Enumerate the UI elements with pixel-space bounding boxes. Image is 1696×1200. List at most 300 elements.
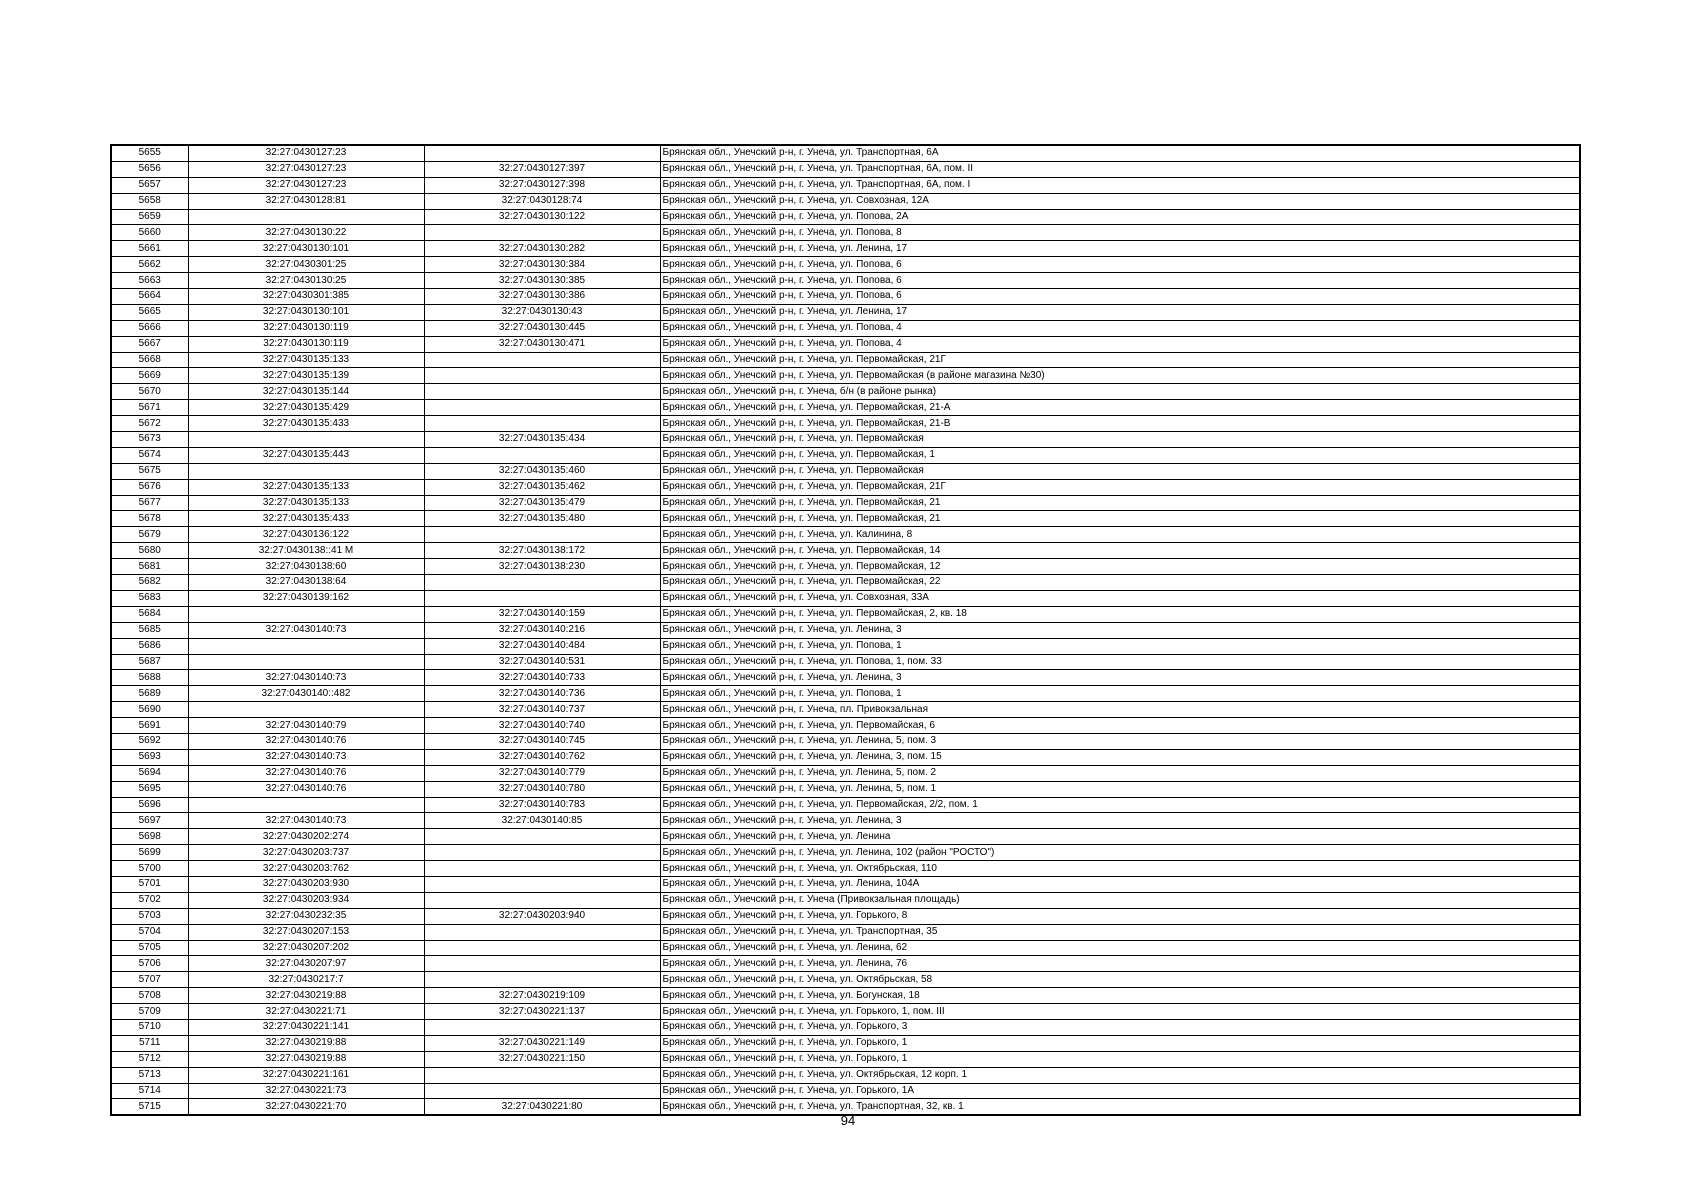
address-cell: Брянская обл., Унечский р-н, г. Унеча, ул. Первомайская, 21-В [660, 416, 1580, 432]
address-cell: Брянская обл., Унечский р-н, г. Унеча, ул. Совхозная, 33А [660, 590, 1580, 606]
parcel-cadastral-cell: 32:27:0430301:25 [188, 257, 424, 273]
parcel-cadastral-cell [188, 638, 424, 654]
registry-table [110, 144, 1581, 1116]
address-cell: Брянская обл., Унечский р-н, г. Унеча, ул. Первомайская, 14 [660, 543, 1580, 559]
parcel-cadastral-cell: 32:27:0430140:73 [188, 813, 424, 829]
object-cadastral-cell [424, 400, 660, 416]
parcel-cadastral-cell: 32:27:0430135:443 [188, 447, 424, 463]
table-row [111, 892, 1580, 908]
parcel-cadastral-cell: 32:27:0430207:97 [188, 956, 424, 972]
table-row [111, 845, 1580, 861]
row-number-cell: 5707 [111, 972, 188, 988]
object-cadastral-cell: 32:27:0430130:471 [424, 336, 660, 352]
parcel-cadastral-cell: 32:27:0430135:133 [188, 495, 424, 511]
table-row [111, 1083, 1580, 1099]
object-cadastral-cell: 32:27:0430140:736 [424, 686, 660, 702]
row-number-cell: 5686 [111, 638, 188, 654]
parcel-cadastral-cell: 32:27:0430127:23 [188, 161, 424, 177]
object-cadastral-cell: 32:27:0430140:484 [424, 638, 660, 654]
table-row [111, 733, 1580, 749]
row-number-cell: 5684 [111, 606, 188, 622]
object-cadastral-cell [424, 845, 660, 861]
object-cadastral-cell [424, 972, 660, 988]
object-cadastral-cell: 32:27:0430138:172 [424, 543, 660, 559]
row-number-cell: 5683 [111, 590, 188, 606]
parcel-cadastral-cell: 32:27:0430140:76 [188, 765, 424, 781]
table-row [111, 749, 1580, 765]
address-cell: Брянская обл., Унечский р-н, г. Унеча, ул. Ленина, 104А [660, 876, 1580, 892]
parcel-cadastral-cell: 32:27:0430135:133 [188, 352, 424, 368]
object-cadastral-cell [424, 924, 660, 940]
table-row [111, 606, 1580, 622]
object-cadastral-cell: 32:27:0430203:940 [424, 908, 660, 924]
table-row [111, 1004, 1580, 1020]
parcel-cadastral-cell: 32:27:0430130:25 [188, 273, 424, 289]
object-cadastral-cell [424, 352, 660, 368]
parcel-cadastral-cell: 32:27:0430207:202 [188, 940, 424, 956]
row-number-cell: 5694 [111, 765, 188, 781]
table-row [111, 829, 1580, 845]
address-cell: Брянская обл., Унечский р-н, г. Унеча, ул. Попова, 1 [660, 638, 1580, 654]
address-cell: Брянская обл., Унечский р-н, г. Унеча, ул. Ленина, 17 [660, 304, 1580, 320]
row-number-cell: 5693 [111, 749, 188, 765]
table-row [111, 638, 1580, 654]
object-cadastral-cell: 32:27:0430135:479 [424, 495, 660, 511]
table-row [111, 543, 1580, 559]
address-cell: Брянская обл., Унечский р-н, г. Унеча, ул. Горького, 3 [660, 1019, 1580, 1035]
parcel-cadastral-cell: 32:27:0430221:141 [188, 1019, 424, 1035]
address-cell: Брянская обл., Унечский р-н, г. Унеча, ул. Первомайская, 6 [660, 718, 1580, 734]
address-cell: Брянская обл., Унечский р-н, г. Унеча, ул. Ленина, 5, пом. 3 [660, 733, 1580, 749]
object-cadastral-cell [424, 892, 660, 908]
parcel-cadastral-cell: 32:27:0430221:161 [188, 1067, 424, 1083]
address-cell: Брянская обл., Унечский р-н, г. Унеча, ул. Попова, 6 [660, 257, 1580, 273]
object-cadastral-cell: 32:27:0430221:149 [424, 1035, 660, 1051]
row-number-cell: 5665 [111, 304, 188, 320]
row-number-cell: 5688 [111, 670, 188, 686]
address-cell: Брянская обл., Унечский р-н, г. Унеча, ул. Калинина, 8 [660, 527, 1580, 543]
parcel-cadastral-cell: 32:27:0430140:76 [188, 781, 424, 797]
parcel-cadastral-cell: 32:27:0430301:385 [188, 289, 424, 305]
row-number-cell: 5699 [111, 845, 188, 861]
address-cell: Брянская обл., Унечский р-н, г. Унеча, ул. Совхозная, 12А [660, 193, 1580, 209]
parcel-cadastral-cell: 32:27:0430219:88 [188, 1051, 424, 1067]
row-number-cell: 5689 [111, 686, 188, 702]
parcel-cadastral-cell: 32:27:0430130:119 [188, 320, 424, 336]
table-row [111, 193, 1580, 209]
object-cadastral-cell: 32:27:0430130:282 [424, 241, 660, 257]
address-cell: Брянская обл., Унечский р-н, г. Унеча, ул. Горького, 8 [660, 908, 1580, 924]
object-cadastral-cell: 32:27:0430140:780 [424, 781, 660, 797]
address-cell: Брянская обл., Унечский р-н, г. Унеча, ул. Ленина, 3 [660, 622, 1580, 638]
address-cell: Брянская обл., Унечский р-н, г. Унеча, ул. Первомайская, 2, кв. 18 [660, 606, 1580, 622]
table-row [111, 400, 1580, 416]
object-cadastral-cell [424, 590, 660, 606]
table-row [111, 1067, 1580, 1083]
row-number-cell: 5714 [111, 1083, 188, 1099]
address-cell: Брянская обл., Унечский р-н, г. Унеча, ул. Октябрьская, 12 корп. 1 [660, 1067, 1580, 1083]
table-row [111, 289, 1580, 305]
object-cadastral-cell: 32:27:0430130:445 [424, 320, 660, 336]
address-cell: Брянская обл., Унечский р-н, г. Унеча, ул. Попова, 6 [660, 289, 1580, 305]
address-cell: Брянская обл., Унечский р-н, г. Унеча, ул. Ленина, 3 [660, 813, 1580, 829]
table-row [111, 145, 1580, 161]
parcel-cadastral-cell: 32:27:0430140:79 [188, 718, 424, 734]
table-row [111, 416, 1580, 432]
table-row [111, 209, 1580, 225]
address-cell: Брянская обл., Унечский р-н, г. Унеча, ул. Первомайская, 21-А [660, 400, 1580, 416]
row-number-cell: 5697 [111, 813, 188, 829]
object-cadastral-cell: 32:27:0430140:779 [424, 765, 660, 781]
parcel-cadastral-cell: 32:27:0430202:274 [188, 829, 424, 845]
table-row [111, 686, 1580, 702]
row-number-cell: 5658 [111, 193, 188, 209]
address-cell: Брянская обл., Унечский р-н, г. Унеча, ул. Ленина, 3 [660, 670, 1580, 686]
object-cadastral-cell: 32:27:0430140:531 [424, 654, 660, 670]
parcel-cadastral-cell [188, 432, 424, 448]
parcel-cadastral-cell: 32:27:0430221:70 [188, 1099, 424, 1115]
parcel-cadastral-cell [188, 702, 424, 718]
table-row [111, 575, 1580, 591]
object-cadastral-cell: 32:27:0430135:434 [424, 432, 660, 448]
row-number-cell: 5705 [111, 940, 188, 956]
table-row [111, 702, 1580, 718]
row-number-cell: 5702 [111, 892, 188, 908]
object-cadastral-cell: 32:27:0430140:737 [424, 702, 660, 718]
row-number-cell: 5675 [111, 463, 188, 479]
parcel-cadastral-cell: 32:27:0430140:76 [188, 733, 424, 749]
parcel-cadastral-cell: 32:27:0430127:23 [188, 145, 424, 161]
object-cadastral-cell: 32:27:0430130:122 [424, 209, 660, 225]
row-number-cell: 5657 [111, 177, 188, 193]
address-cell: Брянская обл., Унечский р-н, г. Унеча, ул. Транспортная, 35 [660, 924, 1580, 940]
parcel-cadastral-cell: 32:27:0430221:73 [188, 1083, 424, 1099]
parcel-cadastral-cell [188, 209, 424, 225]
object-cadastral-cell: 32:27:0430130:386 [424, 289, 660, 305]
object-cadastral-cell: 32:27:0430219:109 [424, 988, 660, 1004]
row-number-cell: 5698 [111, 829, 188, 845]
address-cell: Брянская обл., Унечский р-н, г. Унеча, ул. Попова, 2А [660, 209, 1580, 225]
parcel-cadastral-cell: 32:27:0430140:73 [188, 749, 424, 765]
row-number-cell: 5692 [111, 733, 188, 749]
object-cadastral-cell [424, 861, 660, 877]
parcel-cadastral-cell: 32:27:0430219:88 [188, 988, 424, 1004]
parcel-cadastral-cell: 32:27:0430138:60 [188, 559, 424, 575]
object-cadastral-cell: 32:27:0430138:230 [424, 559, 660, 575]
row-number-cell: 5695 [111, 781, 188, 797]
row-number-cell: 5656 [111, 161, 188, 177]
table-row [111, 797, 1580, 813]
parcel-cadastral-cell [188, 797, 424, 813]
address-cell: Брянская обл., Унечский р-н, г. Унеча, ул. Первомайская, 1 [660, 447, 1580, 463]
address-cell: Брянская обл., Унечский р-н, г. Унеча, ул. Ленина [660, 829, 1580, 845]
object-cadastral-cell: 32:27:0430221:150 [424, 1051, 660, 1067]
row-number-cell: 5681 [111, 559, 188, 575]
parcel-cadastral-cell: 32:27:0430207:153 [188, 924, 424, 940]
row-number-cell: 5678 [111, 511, 188, 527]
parcel-cadastral-cell: 32:27:0430135:139 [188, 368, 424, 384]
object-cadastral-cell: 32:27:0430140:85 [424, 813, 660, 829]
parcel-cadastral-cell [188, 654, 424, 670]
row-number-cell: 5690 [111, 702, 188, 718]
address-cell: Брянская обл., Унечский р-н, г. Унеча, ул. Попова, 1, пом. 33 [660, 654, 1580, 670]
row-number-cell: 5668 [111, 352, 188, 368]
table-row [111, 336, 1580, 352]
row-number-cell: 5676 [111, 479, 188, 495]
parcel-cadastral-cell: 32:27:0430221:71 [188, 1004, 424, 1020]
address-cell: Брянская обл., Унечский р-н, г. Унеча, ул. Богунская, 18 [660, 988, 1580, 1004]
parcel-cadastral-cell: 32:27:0430138:64 [188, 575, 424, 591]
object-cadastral-cell [424, 384, 660, 400]
address-cell: Брянская обл., Унечский р-н, г. Унеча, ул. Первомайская, 22 [660, 575, 1580, 591]
table-row [111, 876, 1580, 892]
parcel-cadastral-cell: 32:27:0430140:73 [188, 622, 424, 638]
parcel-cadastral-cell: 32:27:0430203:737 [188, 845, 424, 861]
table-row [111, 654, 1580, 670]
page-number: 94 [840, 1113, 856, 1128]
table-row [111, 813, 1580, 829]
table-row [111, 177, 1580, 193]
object-cadastral-cell [424, 1083, 660, 1099]
address-cell: Брянская обл., Унечский р-н, г. Унеча, ул. Октябрьская, 58 [660, 972, 1580, 988]
row-number-cell: 5715 [111, 1099, 188, 1115]
object-cadastral-cell: 32:27:0430221:137 [424, 1004, 660, 1020]
parcel-cadastral-cell: 32:27:0430127:23 [188, 177, 424, 193]
parcel-cadastral-cell: 32:27:0430135:133 [188, 479, 424, 495]
row-number-cell: 5680 [111, 543, 188, 559]
row-number-cell: 5691 [111, 718, 188, 734]
address-cell: Брянская обл., Унечский р-н, г. Унеча, ул. Ленина, 76 [660, 956, 1580, 972]
row-number-cell: 5706 [111, 956, 188, 972]
row-number-cell: 5685 [111, 622, 188, 638]
address-cell: Брянская обл., Унечский р-н, г. Унеча, ул. Первомайская (в районе магазина №30) [660, 368, 1580, 384]
parcel-cadastral-cell: 32:27:0430140:73 [188, 670, 424, 686]
parcel-cadastral-cell [188, 463, 424, 479]
row-number-cell: 5701 [111, 876, 188, 892]
object-cadastral-cell [424, 1019, 660, 1035]
parcel-cadastral-cell: 32:27:0430135:144 [188, 384, 424, 400]
table-row [111, 622, 1580, 638]
address-cell: Брянская обл., Унечский р-н, г. Унеча, ул. Горького, 1 [660, 1051, 1580, 1067]
row-number-cell: 5682 [111, 575, 188, 591]
parcel-cadastral-cell: 32:27:0430135:433 [188, 511, 424, 527]
parcel-cadastral-cell: 32:27:0430203:762 [188, 861, 424, 877]
row-number-cell: 5664 [111, 289, 188, 305]
object-cadastral-cell: 32:27:0430128:74 [424, 193, 660, 209]
row-number-cell: 5713 [111, 1067, 188, 1083]
object-cadastral-cell [424, 225, 660, 241]
parcel-cadastral-cell: 32:27:0430130:119 [188, 336, 424, 352]
object-cadastral-cell [424, 447, 660, 463]
parcel-cadastral-cell: 32:27:0430138::41 М [188, 543, 424, 559]
object-cadastral-cell [424, 416, 660, 432]
address-cell: Брянская обл., Унечский р-н, г. Унеча, пл. Привокзальная [660, 702, 1580, 718]
address-cell: Брянская обл., Унечский р-н, г. Унеча (Привокзальная площадь) [660, 892, 1580, 908]
parcel-cadastral-cell: 32:27:0430130:101 [188, 304, 424, 320]
row-number-cell: 5696 [111, 797, 188, 813]
row-number-cell: 5711 [111, 1035, 188, 1051]
parcel-cadastral-cell: 32:27:0430130:101 [188, 241, 424, 257]
address-cell: Брянская обл., Унечский р-н, г. Унеча, ул. Попова, 4 [660, 336, 1580, 352]
parcel-cadastral-cell: 32:27:0430135:429 [188, 400, 424, 416]
row-number-cell: 5661 [111, 241, 188, 257]
object-cadastral-cell: 32:27:0430130:43 [424, 304, 660, 320]
address-cell: Брянская обл., Унечский р-н, г. Унеча, ул. Первомайская, 21 [660, 495, 1580, 511]
row-number-cell: 5655 [111, 145, 188, 161]
object-cadastral-cell: 32:27:0430140:745 [424, 733, 660, 749]
row-number-cell: 5670 [111, 384, 188, 400]
parcel-cadastral-cell: 32:27:0430139:162 [188, 590, 424, 606]
table-row [111, 781, 1580, 797]
object-cadastral-cell: 32:27:0430140:733 [424, 670, 660, 686]
row-number-cell: 5677 [111, 495, 188, 511]
table-row [111, 447, 1580, 463]
table-row [111, 352, 1580, 368]
address-cell: Брянская обл., Унечский р-н, г. Унеча, ул. Попова, 8 [660, 225, 1580, 241]
address-cell: Брянская обл., Унечский р-н, г. Унеча, ул. Первомайская, 21Г [660, 479, 1580, 495]
address-cell: Брянская обл., Унечский р-н, г. Унеча, ул. Попова, 6 [660, 273, 1580, 289]
address-cell: Брянская обл., Унечский р-н, г. Унеча, ул. Первомайская [660, 463, 1580, 479]
object-cadastral-cell [424, 876, 660, 892]
object-cadastral-cell [424, 145, 660, 161]
table-row [111, 924, 1580, 940]
table-row [111, 956, 1580, 972]
address-cell: Брянская обл., Унечский р-н, г. Унеча, ул. Ленина, 62 [660, 940, 1580, 956]
table-row [111, 670, 1580, 686]
row-number-cell: 5673 [111, 432, 188, 448]
object-cadastral-cell: 32:27:0430140:783 [424, 797, 660, 813]
object-cadastral-cell [424, 940, 660, 956]
object-cadastral-cell [424, 575, 660, 591]
object-cadastral-cell [424, 829, 660, 845]
object-cadastral-cell: 32:27:0430140:740 [424, 718, 660, 734]
table-row [111, 320, 1580, 336]
object-cadastral-cell [424, 1067, 660, 1083]
table-row [111, 1019, 1580, 1035]
row-number-cell: 5663 [111, 273, 188, 289]
parcel-cadastral-cell: 32:27:0430140::482 [188, 686, 424, 702]
object-cadastral-cell [424, 368, 660, 384]
row-number-cell: 5671 [111, 400, 188, 416]
address-cell: Брянская обл., Унечский р-н, г. Унеча, ул. Транспортная, 6А [660, 145, 1580, 161]
table-row [111, 861, 1580, 877]
object-cadastral-cell: 32:27:0430140:762 [424, 749, 660, 765]
table-row [111, 368, 1580, 384]
parcel-cadastral-cell: 32:27:0430232:35 [188, 908, 424, 924]
table-row [111, 463, 1580, 479]
parcel-cadastral-cell: 32:27:0430203:930 [188, 876, 424, 892]
object-cadastral-cell: 32:27:0430140:159 [424, 606, 660, 622]
parcel-cadastral-cell: 32:27:0430217:7 [188, 972, 424, 988]
address-cell: Брянская обл., Унечский р-н, г. Унеча, ул. Горького, 1 [660, 1035, 1580, 1051]
table-row [111, 718, 1580, 734]
address-cell: Брянская обл., Унечский р-н, г. Унеча, ул. Первомайская, 12 [660, 559, 1580, 575]
address-cell: Брянская обл., Унечский р-н, г. Унеча, ул. Первомайская [660, 432, 1580, 448]
row-number-cell: 5704 [111, 924, 188, 940]
row-number-cell: 5679 [111, 527, 188, 543]
row-number-cell: 5669 [111, 368, 188, 384]
object-cadastral-cell: 32:27:0430221:80 [424, 1099, 660, 1115]
address-cell: Брянская обл., Унечский р-н, г. Унеча, б/н (в районе рынка) [660, 384, 1580, 400]
row-number-cell: 5687 [111, 654, 188, 670]
address-cell: Брянская обл., Унечский р-н, г. Унеча, ул. Ленина, 102 (район "РОСТО") [660, 845, 1580, 861]
row-number-cell: 5709 [111, 1004, 188, 1020]
object-cadastral-cell: 32:27:0430135:460 [424, 463, 660, 479]
row-number-cell: 5712 [111, 1051, 188, 1067]
table-row [111, 495, 1580, 511]
table-row [111, 590, 1580, 606]
row-number-cell: 5708 [111, 988, 188, 1004]
table-row [111, 384, 1580, 400]
address-cell: Брянская обл., Унечский р-н, г. Унеча, ул. Попова, 4 [660, 320, 1580, 336]
row-number-cell: 5667 [111, 336, 188, 352]
object-cadastral-cell: 32:27:0430130:384 [424, 257, 660, 273]
address-cell: Брянская обл., Унечский р-н, г. Унеча, ул. Транспортная, 6А, пом. I [660, 177, 1580, 193]
row-number-cell: 5662 [111, 257, 188, 273]
address-cell: Брянская обл., Унечский р-н, г. Унеча, ул. Ленина, 5, пом. 2 [660, 765, 1580, 781]
object-cadastral-cell: 32:27:0430135:462 [424, 479, 660, 495]
parcel-cadastral-cell: 32:27:0430128:81 [188, 193, 424, 209]
table-row [111, 304, 1580, 320]
row-number-cell: 5674 [111, 447, 188, 463]
table-row [111, 432, 1580, 448]
address-cell: Брянская обл., Унечский р-н, г. Унеча, ул. Транспортная, 32, кв. 1 [660, 1099, 1580, 1115]
address-cell: Брянская обл., Унечский р-н, г. Унеча, ул. Горького, 1, пом. III [660, 1004, 1580, 1020]
object-cadastral-cell: 32:27:0430127:398 [424, 177, 660, 193]
table-row [111, 940, 1580, 956]
address-cell: Брянская обл., Унечский р-н, г. Унеча, ул. Попова, 1 [660, 686, 1580, 702]
table-row [111, 479, 1580, 495]
row-number-cell: 5659 [111, 209, 188, 225]
address-cell: Брянская обл., Унечский р-н, г. Унеча, ул. Горького, 1А [660, 1083, 1580, 1099]
object-cadastral-cell: 32:27:0430130:385 [424, 273, 660, 289]
table-row [111, 908, 1580, 924]
address-cell: Брянская обл., Унечский р-н, г. Унеча, ул. Ленина, 3, пом. 15 [660, 749, 1580, 765]
table-row [111, 225, 1580, 241]
registry-body [111, 145, 1580, 1115]
parcel-cadastral-cell: 32:27:0430136:122 [188, 527, 424, 543]
address-cell: Брянская обл., Унечский р-н, г. Унеча, ул. Ленина, 17 [660, 241, 1580, 257]
address-cell: Брянская обл., Унечский р-н, г. Унеча, ул. Транспортная, 6А, пом. II [660, 161, 1580, 177]
table-row [111, 1035, 1580, 1051]
table-row [111, 765, 1580, 781]
table-row [111, 559, 1580, 575]
parcel-cadastral-cell: 32:27:0430203:934 [188, 892, 424, 908]
object-cadastral-cell: 32:27:0430135:480 [424, 511, 660, 527]
row-number-cell: 5660 [111, 225, 188, 241]
parcel-cadastral-cell [188, 606, 424, 622]
table-row [111, 527, 1580, 543]
object-cadastral-cell [424, 956, 660, 972]
row-number-cell: 5672 [111, 416, 188, 432]
table-row [111, 511, 1580, 527]
table-row [111, 161, 1580, 177]
object-cadastral-cell [424, 527, 660, 543]
address-cell: Брянская обл., Унечский р-н, г. Унеча, ул. Первомайская, 21 [660, 511, 1580, 527]
table-row [111, 1051, 1580, 1067]
parcel-cadastral-cell: 32:27:0430219:88 [188, 1035, 424, 1051]
object-cadastral-cell: 32:27:0430140:216 [424, 622, 660, 638]
row-number-cell: 5710 [111, 1019, 188, 1035]
row-number-cell: 5700 [111, 861, 188, 877]
table-row [111, 241, 1580, 257]
address-cell: Брянская обл., Унечский р-н, г. Унеча, ул. Первомайская, 2/2, пом. 1 [660, 797, 1580, 813]
parcel-cadastral-cell: 32:27:0430135:433 [188, 416, 424, 432]
parcel-cadastral-cell: 32:27:0430130:22 [188, 225, 424, 241]
address-cell: Брянская обл., Унечский р-н, г. Унеча, ул. Первомайская, 21Г [660, 352, 1580, 368]
row-number-cell: 5703 [111, 908, 188, 924]
table-row [111, 257, 1580, 273]
